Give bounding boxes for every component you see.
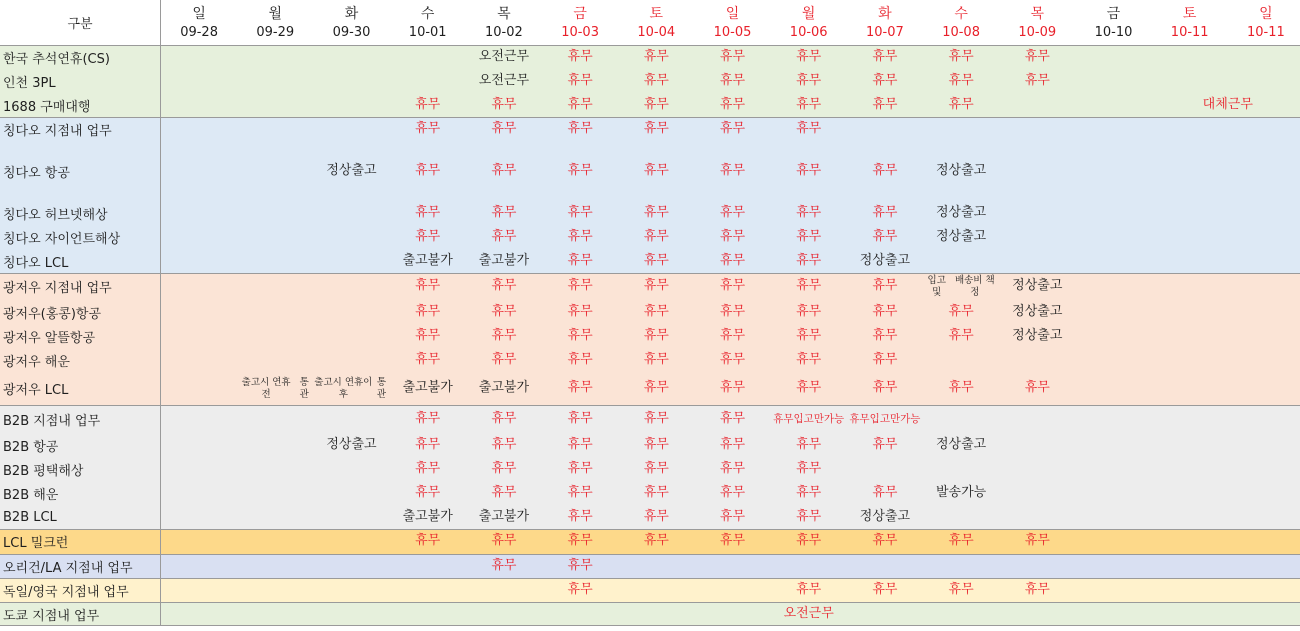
row-label: 칭다오 LCL (3, 255, 69, 271)
schedule-row (0, 481, 1300, 505)
schedule-cell: 출고불가 (478, 380, 529, 396)
schedule-cell: 휴무 (643, 351, 669, 367)
schedule-row (0, 457, 1300, 481)
row-label: 한국 추석연휴(CS) (3, 51, 110, 67)
schedule-cell: 휴무 (567, 72, 593, 88)
schedule-cell: 휴무 (491, 533, 517, 549)
schedule-cell: 휴무 (415, 303, 441, 319)
schedule-cell: 휴무 (567, 533, 593, 549)
schedule-cell: 휴무 (567, 436, 593, 452)
category-header-label: 구분 (67, 17, 93, 32)
row-label: B2B 해운 (3, 487, 59, 503)
schedule-cell: 정상출고 (935, 228, 987, 244)
schedule-row (0, 201, 1300, 225)
row-label: 칭다오 지점내 업무 (3, 123, 112, 139)
schedule-cell: 휴무 (719, 508, 746, 524)
schedule-cell: 휴무 (567, 581, 593, 597)
schedule-cell: 휴무 (796, 278, 822, 294)
schedule-cell: 휴무 (643, 303, 669, 319)
schedule-row (0, 45, 1300, 69)
schedule-cell: 휴무 (567, 96, 593, 112)
schedule-cell: 휴무 (948, 581, 974, 597)
schedule-cell: 정상출고 (935, 162, 987, 178)
section-divider (0, 117, 1300, 118)
schedule-cell: 휴무 (948, 380, 974, 396)
schedule-row (0, 249, 1300, 273)
schedule-cell: 휴무 (567, 303, 593, 319)
schedule-cell: 휴무 (567, 380, 593, 396)
schedule-cell: 휴무 (796, 120, 822, 136)
schedule-cell: 휴무 (948, 327, 974, 343)
row-label: 광저우 알뜰항공 (3, 330, 96, 346)
schedule-cell: 휴무 (491, 120, 517, 136)
schedule-cell: 휴무 (567, 410, 593, 426)
schedule-row (0, 300, 1300, 324)
schedule-cell: 휴무 (948, 303, 974, 319)
schedule-cell: 휴무 (796, 204, 822, 220)
schedule-cell: 정상출고 (935, 204, 987, 220)
schedule-cell: 휴무 (719, 72, 746, 88)
schedule-cell: 휴무 (643, 533, 669, 549)
schedule-cell: 휴무 (491, 96, 517, 112)
row-label: 칭다오 자이언트해상 (3, 231, 121, 247)
schedule-row (0, 433, 1300, 457)
header-date-13: 10-11 (1170, 25, 1209, 40)
schedule-cell: 정상출고 (326, 436, 377, 452)
schedule-cell: 정상출고 (1012, 278, 1063, 294)
schedule-cell: 휴무 (719, 303, 746, 319)
schedule-cell: 휴무 (796, 508, 822, 524)
schedule-cell: 휴무 (948, 96, 974, 112)
schedule-cell: 휴무 (796, 228, 822, 244)
section-divider (0, 45, 1300, 46)
schedule-cell: 휴무 (719, 380, 746, 396)
schedule-cell: 휴무 (719, 48, 746, 64)
schedule-cell: 휴무 입고만가능 (773, 412, 845, 425)
schedule-cell: 휴무 (1024, 533, 1050, 549)
schedule-cell: 휴무 (491, 278, 517, 294)
header-day-4: 목 (497, 6, 511, 22)
schedule-cell: 휴무 (872, 380, 898, 396)
schedule-cell: 휴무 (415, 436, 441, 452)
schedule-cell: 휴무 (491, 410, 517, 426)
header-day-9: 화 (878, 6, 892, 22)
schedule-cell: 휴무 (796, 72, 822, 88)
header-row (0, 0, 1300, 45)
section-divider (0, 578, 1300, 579)
header-day-3: 수 (420, 6, 435, 22)
schedule-cell: 휴무 (567, 327, 593, 343)
schedule-cell: 휴무 (796, 162, 822, 178)
schedule-cell: 휴무 (415, 96, 441, 112)
schedule-row (0, 348, 1300, 372)
schedule-cell: 휴무 (643, 460, 669, 476)
schedule-cell: 휴무 (643, 48, 669, 64)
schedule-cell: 휴무 (491, 484, 517, 500)
schedule-cell: 휴무 (567, 204, 593, 220)
schedule-cell: 휴무 (872, 351, 898, 367)
schedule-cell: 휴무 (1024, 581, 1050, 597)
schedule-cell: 휴무 (643, 120, 669, 136)
schedule-cell: 휴무 (491, 351, 517, 367)
schedule-cell: 휴무 (1024, 72, 1050, 88)
row-label: 칭다오 항공 (3, 165, 70, 181)
row-label: 1688 구매대행 (3, 99, 91, 115)
schedule-cell: 휴무 (796, 96, 822, 112)
schedule-row (0, 554, 1300, 578)
row-label: 도쿄 지점내 업무 (3, 608, 100, 624)
header-date-14: 10-11 (1247, 25, 1285, 40)
schedule-cell: 입고및 배송비 책정 (927, 274, 995, 298)
schedule-cell: 휴무 (872, 484, 898, 500)
schedule-row (0, 578, 1300, 602)
schedule-cell: 휴무 (796, 48, 822, 64)
schedule-cell: 발송가능 (935, 484, 987, 500)
schedule-cell: 정상출고 (1012, 327, 1063, 343)
section-divider (0, 529, 1300, 530)
schedule-cell: 출고불가 (402, 508, 453, 524)
header-date-2: 09-30 (332, 25, 371, 40)
schedule-row (0, 324, 1300, 348)
schedule-cell: 출고불가 (402, 380, 453, 396)
section-divider (0, 273, 1300, 274)
schedule-cell: 휴무 (719, 484, 746, 500)
schedule-cell: 휴무 (643, 327, 669, 343)
row-label: B2B 평택해상 (3, 463, 84, 479)
header-day-13: 토 (1182, 6, 1197, 22)
schedule-cell: 휴무 (872, 228, 898, 244)
schedule-cell: 휴무 (872, 96, 898, 112)
schedule-row (0, 141, 1300, 201)
schedule-row (0, 93, 1300, 117)
schedule-row (0, 505, 1300, 529)
schedule-cell: 휴무 (567, 48, 593, 64)
header-day-12: 금 (1106, 6, 1121, 22)
schedule-cell: 휴무 (1024, 380, 1050, 396)
row-label: 광저우 지점내 업무 (3, 281, 112, 296)
row-label: 광저우 해운 (3, 354, 70, 370)
schedule-cell: 휴무 입고만가능 (849, 412, 921, 425)
schedule-row (0, 273, 1300, 300)
schedule-cell: 휴무 (796, 303, 822, 319)
row-label: 광저우 LCL (3, 383, 69, 398)
header-day-1: 월 (268, 6, 283, 22)
schedule-cell: 휴무 (719, 533, 746, 549)
schedule-cell: 오전근무 (783, 605, 834, 621)
schedule-cell: 휴무 (491, 460, 517, 476)
row-label: 광저우(홍콩)항공 (3, 306, 102, 322)
schedule-cell: 정상출고 (326, 162, 377, 178)
schedule-cell: 휴무 (872, 204, 898, 220)
schedule-cell: 휴무 (415, 228, 441, 244)
schedule-cell: 휴무 (796, 533, 822, 549)
schedule-cell: 휴무 (719, 278, 746, 294)
schedule-cell: 휴무 (643, 252, 669, 268)
schedule-cell: 휴무 (643, 72, 669, 88)
schedule-cell: 휴무 (415, 410, 441, 426)
schedule-cell: 휴무 (643, 204, 669, 220)
schedule-cell: 휴무 (567, 278, 593, 294)
schedule-cell: 휴무 (567, 252, 593, 268)
header-day-11: 목 (1030, 6, 1045, 22)
schedule-cell: 대체근무 (1202, 96, 1253, 112)
header-date-1: 09-29 (256, 25, 295, 40)
schedule-row (0, 69, 1300, 93)
schedule-cell: 휴무 (643, 410, 669, 426)
schedule-cell: 휴무 (872, 278, 898, 294)
header-date-6: 10-04 (637, 25, 676, 40)
schedule-cell: 출고불가 (478, 252, 529, 268)
schedule-cell: 휴무 (796, 380, 822, 396)
schedule-cell: 휴무 (796, 252, 822, 268)
header-date-7: 10-05 (713, 25, 752, 40)
schedule-cell: 휴무 (567, 508, 593, 524)
schedule-cell: 휴무 (872, 48, 898, 64)
schedule-cell: 휴무 (948, 72, 974, 88)
schedule-cell: 정상출고 (1012, 303, 1063, 319)
header-day-10: 수 (954, 6, 968, 22)
schedule-cell: 휴무 (719, 327, 746, 343)
schedule-cell: 휴무 (415, 351, 441, 367)
schedule-cell: 출고시 연휴전 통관 (241, 376, 309, 400)
row-label: 오리건/LA 지점내 업무 (3, 560, 133, 576)
schedule-cell: 휴무 (719, 351, 746, 367)
schedule-cell: 휴무 (567, 351, 593, 367)
schedule-cell: 휴무 (719, 460, 746, 476)
header-date-11: 10-09 (1018, 25, 1057, 40)
schedule-cell: 휴무 (719, 162, 746, 178)
row-label: B2B LCL (3, 509, 57, 525)
schedule-cell: 휴무 (796, 581, 822, 597)
schedule-cell: 휴무 (643, 380, 669, 396)
schedule-cell: 휴무 (491, 327, 517, 343)
schedule-cell: 휴무 (719, 96, 746, 112)
header-day-8: 월 (801, 6, 816, 22)
schedule-row (0, 117, 1300, 141)
schedule-cell: 휴무 (415, 162, 441, 178)
schedule-cell: 휴무 (796, 484, 822, 500)
schedule-cell: 오전근무 (478, 48, 529, 64)
header-date-9: 10-07 (866, 25, 904, 40)
row-label: LCL 밀크런 (3, 536, 69, 551)
schedule-row (0, 405, 1300, 433)
header-date-10: 10-08 (942, 25, 980, 40)
schedule-cell: 휴무 (415, 120, 441, 136)
schedule-cell: 휴무 (872, 581, 898, 597)
schedule-cell: 휴무 (948, 48, 974, 64)
schedule-cell: 휴무 (643, 436, 669, 452)
schedule-cell: 휴무 (491, 436, 517, 452)
schedule-cell: 휴무 (796, 327, 822, 343)
schedule-cell: 출고시 연휴이후 통관 (314, 376, 386, 400)
schedule-cell: 휴무 (643, 162, 669, 178)
schedule-cell: 휴무 (567, 484, 593, 500)
schedule-cell: 휴무 (643, 228, 669, 244)
column-divider (160, 0, 161, 626)
schedule-cell: 출고불가 (478, 508, 529, 524)
schedule-cell: 정상출고 (859, 508, 910, 524)
schedule-cell: 휴무 (567, 162, 593, 178)
header-date-12: 10-10 (1094, 25, 1133, 40)
schedule-cell: 정상출고 (935, 436, 987, 452)
row-label: B2B 항공 (3, 439, 59, 455)
schedule-cell: 휴무 (872, 327, 898, 343)
schedule-cell: 휴무 (643, 484, 669, 500)
schedule-cell: 오전근무 (478, 72, 529, 88)
schedule-cell: 휴무 (643, 96, 669, 112)
section-divider (0, 625, 1300, 626)
schedule-cell: 휴무 (872, 72, 898, 88)
schedule-cell: 휴무 (491, 228, 517, 244)
schedule-row (0, 529, 1300, 554)
schedule-cell: 휴무 (719, 436, 746, 452)
schedule-cell: 휴무 (719, 252, 746, 268)
schedule-cell: 휴무 (567, 120, 593, 136)
schedule-cell: 휴무 (719, 228, 746, 244)
header-day-14: 일 (1259, 6, 1273, 22)
header-date-0: 09-28 (180, 25, 218, 40)
schedule-cell: 출고불가 (402, 252, 453, 268)
schedule-cell: 휴무 (415, 460, 441, 476)
header-date-5: 10-03 (561, 25, 599, 40)
schedule-cell: 휴무 (872, 533, 898, 549)
schedule-cell: 휴무 (415, 484, 441, 500)
schedule-cell: 휴무 (415, 533, 441, 549)
header-day-5: 금 (573, 6, 587, 22)
header-date-8: 10-06 (789, 25, 828, 40)
schedule-cell: 휴무 (719, 204, 746, 220)
schedule-cell: 휴무 (872, 303, 898, 319)
schedule-cell: 휴무 (872, 436, 898, 452)
schedule-cell: 휴무 (567, 228, 593, 244)
schedule-cell: 휴무 (415, 204, 441, 220)
schedule-cell: 휴무 (567, 460, 593, 476)
schedule-cell: 휴무 (719, 120, 746, 136)
section-divider (0, 602, 1300, 603)
header-day-7: 일 (725, 6, 740, 22)
schedule-cell: 휴무 (719, 410, 746, 426)
schedule-cell: 휴무 (796, 351, 822, 367)
row-label: 독일/영국 지점내 업무 (3, 584, 129, 600)
schedule-row (0, 372, 1300, 405)
schedule-row (0, 225, 1300, 249)
schedule-cell: 휴무 (415, 327, 441, 343)
schedule-cell: 휴무 (567, 557, 593, 573)
section-divider (0, 405, 1300, 406)
header-date-3: 10-01 (408, 25, 447, 40)
schedule-cell: 휴무 (491, 204, 517, 220)
header-day-0: 일 (192, 6, 206, 22)
schedule-cell: 휴무 (796, 436, 822, 452)
row-label: 칭다오 허브넷해상 (3, 207, 108, 223)
schedule-cell: 휴무 (643, 508, 669, 524)
header-day-2: 화 (344, 6, 359, 22)
schedule-cell: 정상출고 (859, 252, 910, 268)
schedule-cell: 휴무 (872, 162, 898, 178)
row-label: B2B 지점내 업무 (3, 413, 101, 429)
schedule-cell: 휴무 (491, 162, 517, 178)
schedule-cell: 휴무 (415, 278, 441, 294)
category-header (0, 0, 160, 45)
schedule-cell: 휴무 (796, 460, 822, 476)
header-date-4: 10-02 (485, 25, 523, 40)
schedule-cell: 휴무 (491, 303, 517, 319)
schedule-cell: 휴무 (643, 278, 669, 294)
row-label: 인천 3PL (3, 75, 56, 91)
schedule-cell: 휴무 (948, 533, 974, 549)
header-day-6: 토 (649, 6, 664, 22)
schedule-row (0, 602, 1300, 626)
schedule-cell: 휴무 (491, 557, 517, 573)
section-divider (0, 554, 1300, 555)
schedule-cell: 휴무 (1024, 48, 1050, 64)
